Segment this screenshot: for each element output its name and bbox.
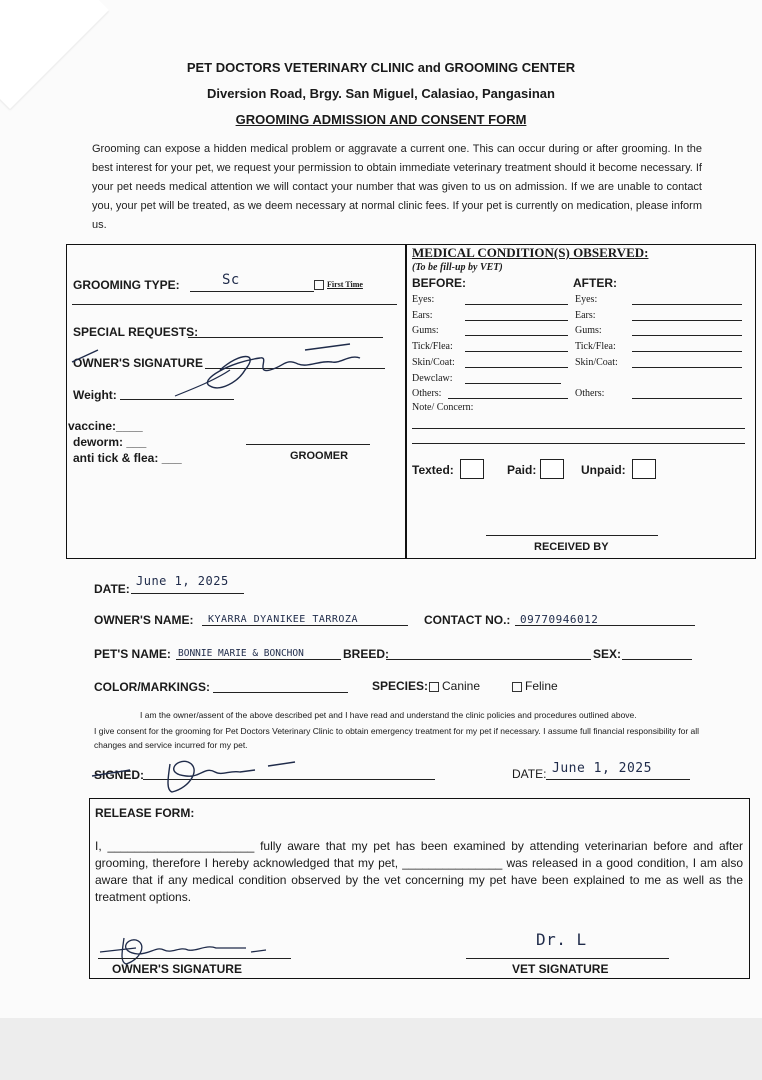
contact-label: CONTACT NO.:	[424, 613, 511, 627]
signed-signature-scribble	[90, 752, 310, 797]
groomer-label: GROOMER	[290, 450, 349, 462]
feline-checkbox[interactable]	[512, 682, 522, 692]
special-requests-label: SPECIAL REQUESTS:	[73, 325, 199, 339]
unpaid-checkbox[interactable]	[632, 459, 656, 479]
color-line[interactable]	[213, 692, 348, 693]
release-owner-sig-line[interactable]	[98, 958, 291, 959]
release-text: I, ______________________ fully aware that my pet has been examined by attending veterinarian before and after grooming, therefore I hereby acknowledged that my pet, _______________ was released in a good condition, I am also aware that if any medical condition observed by the vet concerning my pet have been explained to me as well as the treatment options.	[95, 839, 743, 904]
after-item-label: Ears:	[575, 309, 596, 321]
after-item-line[interactable]	[632, 335, 742, 336]
after-item-label: Tick/Flea:	[575, 341, 616, 353]
sex-label: SEX:	[593, 647, 622, 661]
paid-checkbox[interactable]	[540, 459, 564, 479]
intro-paragraph: Grooming can expose a hidden medical problem or aggravate a current one. This can occur during or after grooming. In the best interest for your pet, we request your permission to obtain immediate veterinary treatment should it become necessary. If your pet needs medical attention we will contact your number that was given to us on admission. If we are unable to contact you, your pet will be treated, as we deem necessary at normal clinic fees. If your pet is currently on medication, please inform us.	[92, 143, 702, 231]
grooming-type-value[interactable]: Sc	[222, 272, 240, 288]
consent-date-label: DATE:	[512, 767, 547, 781]
weight-label: Weight:	[73, 388, 117, 402]
after-label: AFTER:	[573, 276, 617, 290]
canine-checkbox[interactable]	[429, 682, 439, 692]
pet-name-value[interactable]: BONNIE MARIE & BONCHON	[178, 648, 304, 659]
before-item-line[interactable]	[465, 351, 568, 352]
received-by-label: RECEIVED BY	[534, 541, 609, 553]
unpaid-label: Unpaid:	[581, 463, 626, 477]
before-item-line[interactable]	[465, 383, 561, 384]
before-item-label: Ears:	[412, 309, 433, 321]
before-item-line[interactable]	[465, 367, 568, 368]
pet-name-line[interactable]	[176, 659, 341, 660]
owner-name-value[interactable]: KYARRA DYANIKEE TARROZA	[208, 614, 358, 625]
anti-tick-label: anti tick & flea: ___	[73, 451, 182, 465]
species-label: SPECIES:	[372, 679, 429, 693]
sex-line[interactable]	[622, 659, 692, 660]
date-value[interactable]: June 1, 2025	[136, 574, 229, 588]
before-item-label: Eyes:	[412, 294, 435, 305]
after-item-label: Gums:	[575, 325, 602, 337]
contact-value[interactable]: 09770946012	[520, 613, 599, 626]
paid-label: Paid:	[507, 463, 537, 477]
grooming-type-label: GROOMING TYPE:	[73, 278, 180, 292]
canine-option[interactable]	[429, 679, 480, 693]
before-item-line[interactable]	[465, 304, 568, 305]
owner-signature-label: OWNER'S SIGNATURE	[73, 356, 203, 370]
canine-label: Canine	[442, 679, 481, 693]
pet-name-label: PET'S NAME:	[94, 647, 171, 661]
feline-option[interactable]	[512, 679, 558, 693]
after-item-line[interactable]	[632, 320, 742, 321]
note-label: Note/ Concern:	[412, 402, 474, 413]
after-item-label: Skin/Coat:	[575, 356, 618, 368]
before-item-line[interactable]	[465, 335, 568, 336]
form-title: GROOMING ADMISSION AND CONSENT FORM	[235, 112, 527, 127]
release-owner-sig-label: OWNER'S SIGNATURE	[112, 962, 242, 976]
after-item-label: Eyes:	[575, 294, 598, 305]
special-requests-line[interactable]	[188, 337, 383, 338]
vet-signature-value[interactable]: Dr. L	[536, 930, 587, 949]
before-item-label: Skin/Coat:	[412, 356, 455, 368]
groomer-line[interactable]	[246, 444, 370, 445]
date-label: DATE:	[94, 582, 130, 596]
note-line-2[interactable]	[412, 443, 745, 444]
signed-label: SIGNED:	[94, 768, 145, 782]
after-item-line[interactable]	[632, 351, 742, 352]
first-time-label: First Time	[327, 280, 363, 289]
clinic-address: Diversion Road, Brgy. San Miguel, Calasiao, Pangasinan	[207, 86, 555, 101]
first-time-checkbox[interactable]	[314, 280, 324, 290]
note-line-1[interactable]	[412, 428, 745, 429]
release-title: RELEASE FORM:	[95, 806, 195, 820]
deworm-label: deworm: ___	[73, 435, 147, 449]
medical-title: MEDICAL CONDITION(S) OBSERVED:	[412, 245, 649, 260]
vet-sig-label: VET SIGNATURE	[512, 962, 609, 976]
before-item-line[interactable]	[448, 398, 568, 399]
before-item-line[interactable]	[465, 320, 568, 321]
owner-name-label: OWNER'S NAME:	[94, 613, 194, 627]
consent-line-2: I give consent for the grooming for Pet Doctors Veterinary Clinic to obtain emergency treatment for my pet if necessary. I assume full financial responsibility for all changes and service incurred for my pet.	[94, 726, 700, 750]
grooming-type-line	[190, 291, 314, 292]
texted-label: Texted:	[412, 463, 454, 477]
weight-line[interactable]	[120, 399, 234, 400]
medical-subtitle: (To be fill-up by VET)	[412, 262, 503, 273]
breed-label: BREED:	[343, 647, 390, 661]
received-by-line[interactable]	[486, 535, 658, 536]
color-label: COLOR/MARKINGS:	[94, 680, 210, 694]
first-time-option[interactable]	[314, 280, 363, 290]
consent-date-line[interactable]	[546, 779, 690, 780]
after-item-label: Others:	[575, 388, 605, 400]
before-item-label: Dewclaw:	[412, 372, 453, 384]
scan-edge	[0, 1018, 762, 1080]
consent-line-1: I am the owner/assent of the above described pet and I have read and understand the clinic policies and procedures outlined above.	[140, 710, 637, 720]
before-item-label: Tick/Flea:	[412, 341, 453, 353]
breed-line[interactable]	[386, 659, 591, 660]
after-item-line[interactable]	[632, 398, 742, 399]
vaccine-label: vaccine:____	[68, 419, 143, 433]
clinic-name: PET DOCTORS VETERINARY CLINIC and GROOMING CENTER	[186, 60, 576, 75]
before-label: BEFORE:	[412, 276, 466, 290]
after-item-line[interactable]	[632, 367, 742, 368]
vet-sig-line[interactable]	[466, 958, 669, 959]
date-line[interactable]	[131, 593, 244, 594]
grooming-extra-line	[72, 304, 397, 305]
texted-checkbox[interactable]	[460, 459, 484, 479]
owner-name-line[interactable]	[202, 625, 408, 626]
consent-date-value[interactable]: June 1, 2025	[552, 761, 652, 776]
after-item-line[interactable]	[632, 304, 742, 305]
before-item-label: Gums:	[412, 325, 439, 337]
feline-label: Feline	[525, 679, 558, 693]
before-item-label: Others:	[412, 388, 442, 400]
